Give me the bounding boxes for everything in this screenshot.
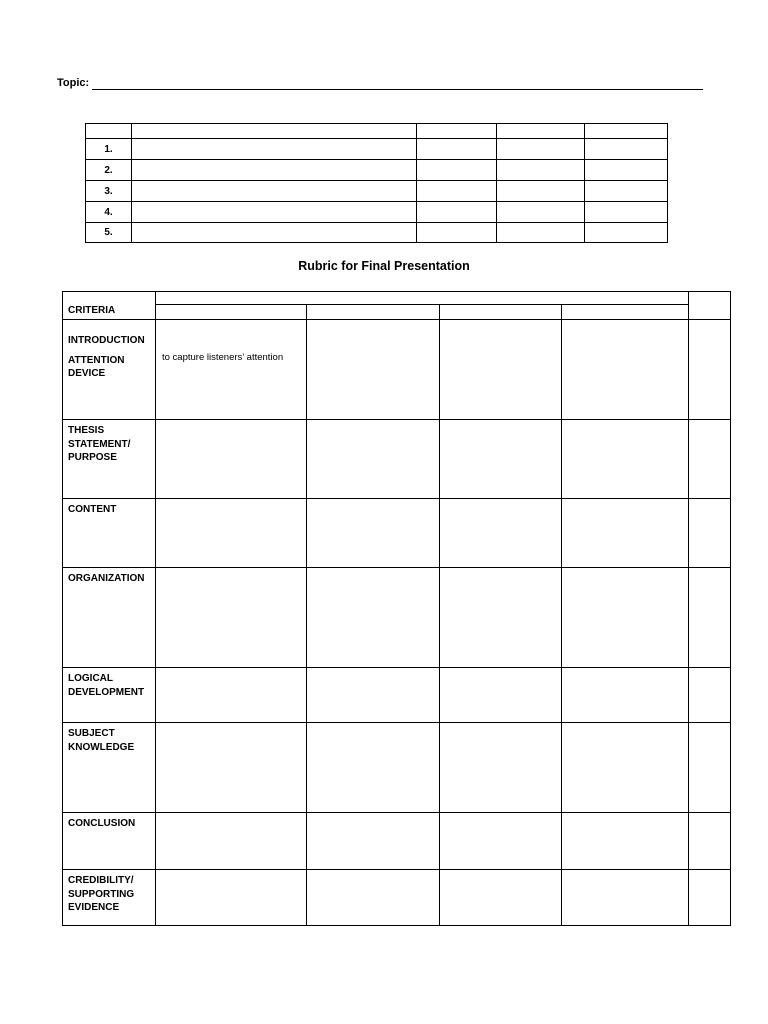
rubric-row-credibility xyxy=(63,870,731,926)
level-header-cell xyxy=(562,305,689,320)
criterion-line: CREDIBILITY/ xyxy=(68,875,134,886)
rubric-cell[interactable] xyxy=(156,870,307,926)
rubric-cell[interactable] xyxy=(562,723,689,813)
score-header-cell xyxy=(689,292,731,320)
criterion-line: EVIDENCE xyxy=(68,902,120,913)
blank-cell[interactable] xyxy=(585,160,668,181)
header-cell xyxy=(585,124,668,139)
rubric-cell[interactable] xyxy=(156,499,307,568)
blank-cell[interactable] xyxy=(417,160,497,181)
level-header-cell xyxy=(156,305,307,320)
rubric-title: Rubric for Final Presentation xyxy=(298,259,470,273)
criterion-line: DEVELOPMENT xyxy=(68,686,145,698)
criterion-label xyxy=(63,568,156,668)
row-number: 3. xyxy=(86,181,132,202)
header-cell xyxy=(86,124,132,139)
criterion-line: CONTENT xyxy=(68,504,117,515)
criterion-label xyxy=(63,813,156,870)
criteria-header: CRITERIA xyxy=(63,292,156,320)
header-cell xyxy=(132,124,417,139)
blank-cell[interactable] xyxy=(132,139,417,160)
criterion-line: SUPPORTING xyxy=(68,888,135,900)
rubric-row-logical-development xyxy=(63,668,731,723)
group-members-table xyxy=(85,123,668,243)
rubric-cell[interactable] xyxy=(307,870,440,926)
rubric-cell[interactable] xyxy=(307,568,440,668)
blank-cell[interactable] xyxy=(417,202,497,223)
level-header-cell xyxy=(440,305,562,320)
topic-label: Topic: xyxy=(57,77,90,89)
rubric-cell[interactable] xyxy=(440,420,562,499)
header-cell xyxy=(417,124,497,139)
criterion-line: INTRODUCTION xyxy=(68,335,145,346)
criterion-label xyxy=(63,668,156,723)
rubric-cell[interactable] xyxy=(440,723,562,813)
row-number: 4. xyxy=(86,202,132,223)
score-cell[interactable] xyxy=(689,420,731,499)
rubric-cell[interactable] xyxy=(440,668,562,723)
row-number: 5. xyxy=(86,223,132,243)
rubric-row-thesis xyxy=(63,420,731,499)
blank-cell[interactable] xyxy=(417,181,497,202)
rubric-cell[interactable] xyxy=(440,870,562,926)
criterion-line: STATEMENT/ xyxy=(68,438,131,450)
criterion-line: ORGANIZATION xyxy=(68,573,145,584)
rubric-cell[interactable] xyxy=(307,420,440,499)
score-cell[interactable] xyxy=(689,568,731,668)
rubric-cell[interactable] xyxy=(562,420,689,499)
rubric-cell[interactable] xyxy=(156,668,307,723)
blank-cell[interactable] xyxy=(497,181,585,202)
blank-cell[interactable] xyxy=(497,202,585,223)
criterion-line: ATTENTION xyxy=(68,354,125,366)
blank-cell[interactable] xyxy=(497,160,585,181)
score-cell[interactable] xyxy=(689,723,731,813)
topic-field[interactable] xyxy=(92,89,703,90)
score-cell[interactable] xyxy=(689,870,731,926)
table-row xyxy=(86,181,668,202)
rubric-cell[interactable] xyxy=(562,668,689,723)
score-cell[interactable] xyxy=(689,813,731,870)
row-number: 1. xyxy=(86,139,132,160)
rubric-cell[interactable] xyxy=(156,568,307,668)
rubric-row-introduction xyxy=(63,320,731,420)
criterion-label xyxy=(63,723,156,813)
blank-cell[interactable] xyxy=(585,223,668,243)
criterion-line: CONCLUSION xyxy=(68,818,136,829)
rubric-cell[interactable] xyxy=(440,568,562,668)
rubric-cell[interactable] xyxy=(307,499,440,568)
rubric-row-conclusion xyxy=(63,813,731,870)
header-cell xyxy=(497,124,585,139)
rubric-row-organization xyxy=(63,568,731,668)
rubric-row-content xyxy=(63,499,731,568)
blank-cell[interactable] xyxy=(132,160,417,181)
table-row xyxy=(86,160,668,181)
rubric-cell[interactable] xyxy=(307,813,440,870)
scale-header-cell xyxy=(156,292,689,305)
blank-cell[interactable] xyxy=(497,139,585,160)
rubric-cell[interactable] xyxy=(562,813,689,870)
criterion-label xyxy=(63,320,156,420)
blank-cell[interactable] xyxy=(132,223,417,243)
blank-cell[interactable] xyxy=(417,223,497,243)
criterion-line: THESIS xyxy=(68,425,105,436)
blank-cell[interactable] xyxy=(585,139,668,160)
rubric-cell[interactable] xyxy=(562,499,689,568)
rubric-cell[interactable] xyxy=(156,723,307,813)
rubric-cell[interactable] xyxy=(156,420,307,499)
score-cell[interactable] xyxy=(689,499,731,568)
criterion-label xyxy=(63,420,156,499)
criterion-line: KNOWLEDGE xyxy=(68,741,135,753)
rubric-cell[interactable] xyxy=(440,499,562,568)
rubric-cell[interactable] xyxy=(440,813,562,870)
row-number: 2. xyxy=(86,160,132,181)
rubric-table xyxy=(62,291,731,926)
rubric-cell[interactable] xyxy=(562,870,689,926)
blank-cell[interactable] xyxy=(132,202,417,223)
criterion-description: to capture listeners’ attention xyxy=(156,320,307,420)
blank-cell[interactable] xyxy=(585,202,668,223)
criterion-label xyxy=(63,870,156,926)
criterion-line: LOGICAL xyxy=(68,673,113,684)
blank-cell[interactable] xyxy=(417,139,497,160)
rubric-cell[interactable] xyxy=(307,723,440,813)
level-header-cell xyxy=(307,305,440,320)
table-row xyxy=(86,202,668,223)
table-row xyxy=(86,139,668,160)
blank-cell[interactable] xyxy=(585,181,668,202)
rubric-cell[interactable] xyxy=(440,320,562,420)
rubric-cell[interactable] xyxy=(307,668,440,723)
criterion-line: SUBJECT xyxy=(68,728,115,739)
criterion-label xyxy=(63,499,156,568)
score-cell[interactable] xyxy=(689,320,731,420)
rubric-cell[interactable] xyxy=(562,568,689,668)
rubric-row-subject-knowledge xyxy=(63,723,731,813)
criterion-line: PURPOSE xyxy=(68,452,117,463)
rubric-cell[interactable] xyxy=(307,320,440,420)
table-row xyxy=(86,223,668,243)
rubric-cell[interactable] xyxy=(562,320,689,420)
criterion-line: DEVICE xyxy=(68,368,106,379)
rubric-cell[interactable] xyxy=(156,813,307,870)
blank-cell[interactable] xyxy=(497,223,585,243)
blank-cell[interactable] xyxy=(132,181,417,202)
score-cell[interactable] xyxy=(689,668,731,723)
